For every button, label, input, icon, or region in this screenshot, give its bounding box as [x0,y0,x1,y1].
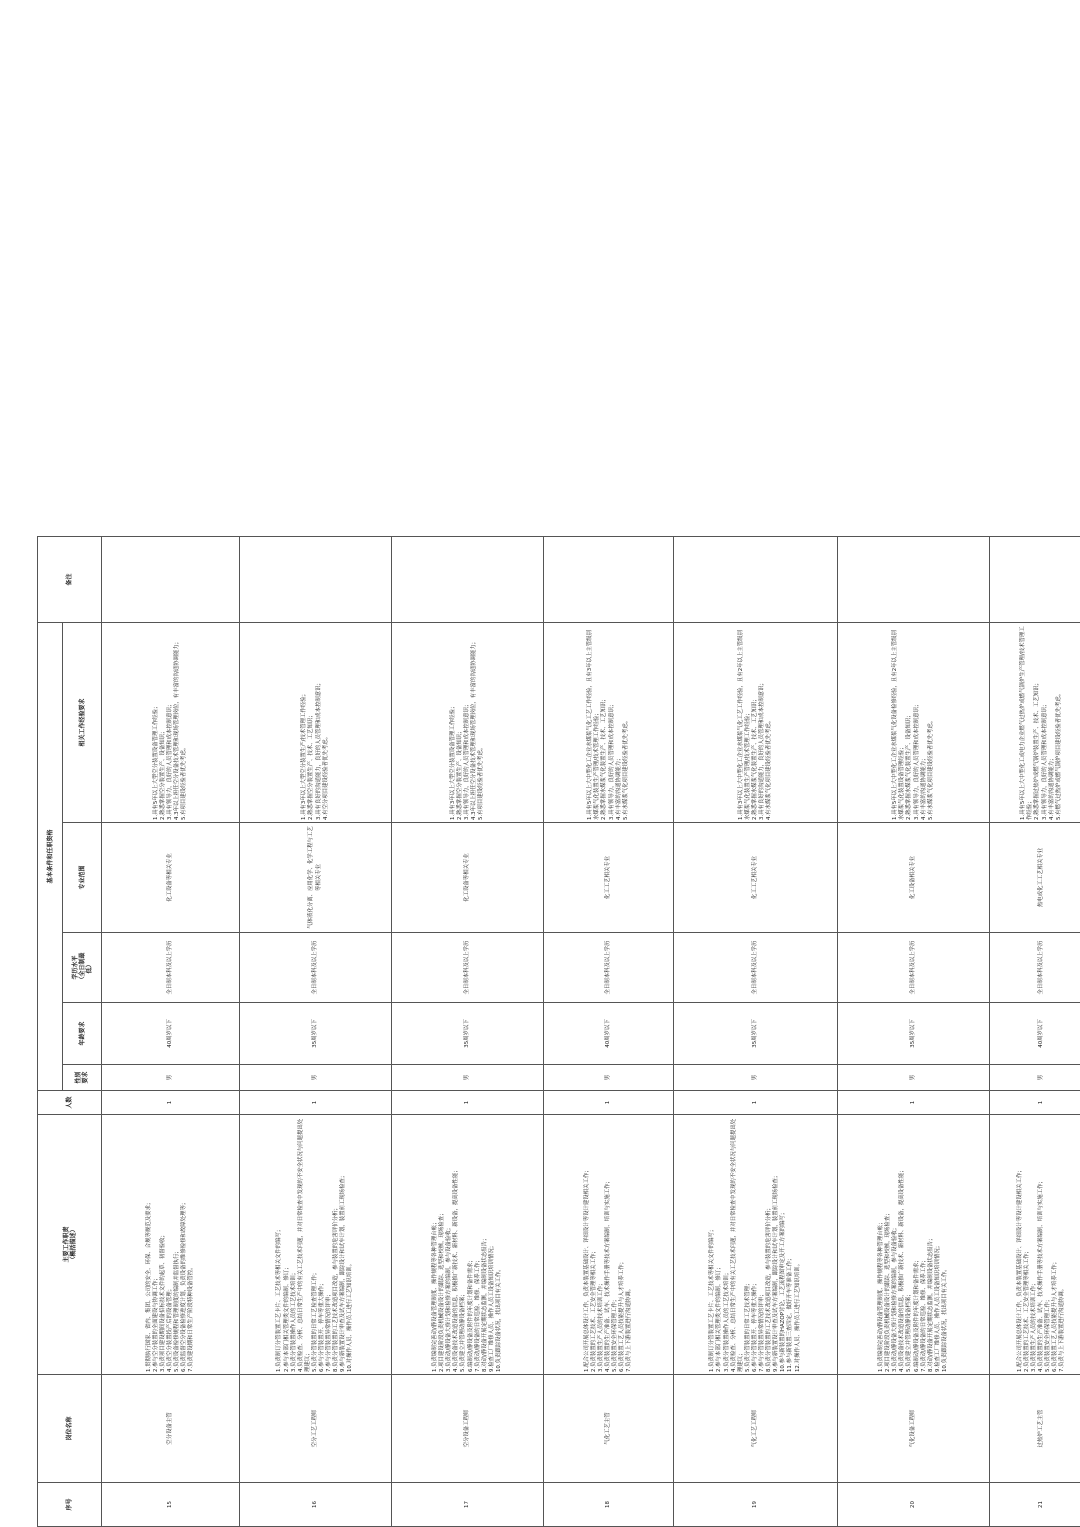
cell-duties-line: 1.负责编制完善动/静设备管理制度、操作规程等各种管理台帐； [878,1219,885,1372]
cell-duties-line: 7.负责与上下游装置进行沟通协调。 [1059,1285,1066,1372]
cell-experience-line: 1.具有3年以上大中型化工企业水煤浆气化工艺工作经验，且有2年以上主管级别水煤浆气化装置生产管理/技术管理工作经验； [737,630,751,820]
cell-position: 空分设备主管 [102,1375,240,1483]
cell-remark [102,536,240,622]
cell-duties-line: 2.参与空分装置的全面建设与协调工作； [152,1275,159,1372]
cell-major: 化工工艺相关专业 [674,823,838,933]
header-gender: 性别 要求 [63,1065,102,1091]
cell-experience-line: 5.有燃气过热炉或燃气锅炉项目建设经验者优先考虑。 [1055,690,1062,820]
cell-duties-line: 5.负责建立并管理动静设备档案； [906,1291,913,1372]
cell-education: 全日制本科及以上学历 [392,933,544,1003]
cell-experience-line: 2.熟悉掌握水煤浆气化装置生产、技术、工艺知识； [751,696,758,820]
cell-age: 35周岁以下 [674,1003,838,1065]
cell-experience-line: 1.具有5年以上大型空分装置设备管理工作经验； [152,703,159,820]
table-row [240,536,392,1526]
header-remark: 备注 [38,536,102,622]
cell-seq: 20 [838,1483,990,1527]
cell-experience [240,622,392,822]
cell-seq: 15 [102,1483,240,1527]
cell-duties-line: 3.负责分管装置操作人员的工艺技术培训； [290,1269,297,1372]
cell-experience-line: 3.具有领导力，良好的人员管理和成本控制意识； [608,701,615,820]
cell-duties-line: 3.负责项目建设期间设备招标技术文件的起草、初督验收； [159,1232,166,1372]
cell-experience-line: 3.具有领导力，良好的人员管理和成本控制意识； [913,701,920,820]
cell-duties-line: 10.对操作人员、操作员工进行工艺知识培训。 [347,1261,354,1372]
cell-count: 1 [838,1091,990,1115]
cell-duties-line: 4.负责设备技术改造设备的信息，积极推广新技术、新材料、新设备，提高设备性能； [453,1167,460,1372]
cell-duties-line: 5.负责分管装置的日常工艺检查管理工作； [311,1269,318,1372]
cell-duties-line: 4.负责装置的生产准备、试车、技术操作手册等技术方案编制、培训与实施工作； [1037,1178,1044,1372]
cell-seq: 17 [392,1483,544,1527]
cell-duties-line: 2.负责装置的工艺技术、工艺安全管理等相关工作； [1023,1248,1030,1372]
cell-duties-line: 1.贯彻执行国家、省内、集团、公司的安全、环保、合规等规范及要求； [145,1199,152,1372]
cell-age: 35周岁以下 [392,1003,544,1065]
cell-duties-line: 6.参与分管装置开、停车等重大操作； [319,1280,326,1372]
table-row [838,536,990,1526]
cell-duties [240,1115,392,1375]
cell-gender: 男 [674,1065,838,1091]
cell-experience-line: 1.具有3年以上大型空分装置设备管理工作经验； [449,703,456,820]
cell-remark [544,536,674,622]
cell-experience-line: 4.3年以上担任空分设备技术管理和现场管理岗位，有丰富的沟通协调能力； [174,638,181,820]
cell-education: 全日制本科及以上学历 [990,933,1080,1003]
cell-duties-line: 1.负责制订分管装置工艺卡片、工艺技术等相关文件的编写； [709,1226,716,1372]
cell-duties-line: 1.负责编制完善动/静设备管理制度、操作规程等各种管理台帐； [432,1219,439,1372]
cell-duties-line: 7.负责动/静设备的日常巡检、维修、保养工作； [474,1257,481,1372]
cell-experience-line: 2.熟悉掌握过热炉或燃气锅炉装置生产、技术、工艺知识； [1034,680,1041,820]
cell-duties-line: 7.参与分管装置异常情况的评审； [326,1291,333,1372]
cell-count: 1 [240,1091,392,1115]
cell-experience-line: 1.具有5年以上大中型化工或电力企业燃气过热炉或燃气锅炉生产管理/技术管理工作经验； [1020,626,1034,820]
cell-duties-line: 5.负责建立并管理动静设备档案； [460,1291,467,1372]
cell-duties-line: 4.负责检查、分析、总结日常生产中的有关工艺技术问题，并对日常检查中发现的不安全状况与问题提出处理建议； [730,1118,744,1372]
cell-duties-line: 8.负责分管装置的工艺技术改造项目改造，参与装置的危害评价分析； [333,1205,340,1372]
cell-experience-line: 4.有丰富的沟通协调能力； [920,755,927,820]
cell-duties-line: 2.负责装置的工艺技术、工艺安全管理等相关工作； [590,1248,597,1372]
cell-duties-line: 7.负责建设期和日常生产阶段特种设备管控。 [188,1264,195,1372]
cell-duties-line: 1.配合公司开展总体设计工作，负责本装置基础设计、详细设计等设计建设相关工作； [1016,1167,1023,1372]
cell-duties-line: 8.对动/静设备开展定期状态监测，并编制设备状态报告； [481,1235,488,1372]
cell-duties-line: 9.参与新装置设计审查及试车方案编制，跟踪设计和试车计划，装置前工现场检查； [773,1172,780,1372]
cell-remark [392,536,544,622]
cell-experience-line: 3.具有良好的沟通能力，良好的人员管理和成本控制意识； [759,680,766,820]
cell-seq: 16 [240,1483,392,1527]
cell-education: 全日制本科及以上学历 [102,933,240,1003]
cell-experience [838,622,990,822]
cell-duties-line: 3.负责装置生产人员的技术培训工作； [597,1280,604,1372]
header-duties: 主要工作职责 （概括描述） [38,1115,102,1375]
cell-experience [392,622,544,822]
cell-education: 全日制本科及以上学历 [240,933,392,1003]
cell-duties-line: 6.负责监督空分设备检修进度计划，负责设备的维修检修和故障处理等； [181,1199,188,1372]
cell-duties-line: 6.编制动/静设备及附件的年度计划和备件需求； [467,1257,474,1372]
header-position: 岗位名称 [38,1375,102,1483]
cell-age: 40周岁以下 [102,1003,240,1065]
cell-experience-line: 4.有丰富的沟通协调能力； [615,755,622,820]
cell-duties-line: 9.参与新装置设计审查及试车方案编制，跟踪设计和试车计划，装置前工现场检查； [340,1172,347,1372]
cell-major: 热电或化工工艺相关专业 [990,823,1080,933]
cell-experience-line: 5.有项目建设经验者优先考虑。 [478,744,485,820]
cell-education: 全日制本科及以上学历 [838,933,990,1003]
cell-duties-line: 1.负责制订分管装置工艺卡片、工艺技术等相关文件的编写； [276,1226,283,1372]
cell-duties [544,1115,674,1375]
cell-seq: 18 [544,1483,674,1527]
header-major: 专业范围 [63,823,102,933]
cell-gender: 男 [544,1065,674,1091]
cell-duties-line: 12.对操作人员、操作员工进行工艺知识培训。 [794,1261,801,1372]
cell-experience [544,622,674,822]
cell-duties-line: 9.检查工厂维修人员、操作人员工设备知识培训情况； [934,1242,941,1372]
cell-position: 过热炉工艺主管 [990,1375,1080,1483]
cell-duties [674,1115,838,1375]
cell-experience-line: 2.熟悉掌握空分装置生产、技术、工艺知识； [308,712,315,820]
cell-position: 气化工艺主管 [544,1375,674,1483]
cell-experience-line: 5.有项目建设经验者优先考虑。 [181,744,188,820]
cell-seq: 21 [990,1483,1080,1527]
cell-duties-line: 9.检查工厂维修人员、操作人员工设备知识培训情况； [488,1242,495,1372]
cell-gender: 男 [102,1065,240,1091]
cell-duties-line: 2.参与本部门相关管理类文件的编制、修订； [283,1264,290,1372]
cell-gender: 男 [838,1065,990,1091]
cell-experience-line: 4.有丰富的沟通协调能力； [1048,755,1055,820]
cell-experience [102,622,240,822]
cell-duties [990,1115,1080,1375]
cell-gender: 男 [392,1065,544,1091]
cell-experience-line: 3.具有良好的沟通能力，良好的人员管理和成本控制意识； [315,680,322,820]
header-seq: 序号 [38,1483,102,1527]
cell-duties [838,1115,990,1375]
cell-duties [102,1115,240,1375]
header-age: 年龄要求 [63,1003,102,1065]
cell-experience [674,622,838,822]
cell-remark [240,536,392,622]
cell-duties-line: 7.负责与上下游装置进行沟通协调。 [626,1285,633,1372]
cell-duties-line: 2.项目建设阶段负责机械设备设计的跟踪、选型和校核，现场检查； [439,1210,446,1372]
cell-duties-line: 4.负责设备技术改造设备的信息，积极推广新技术、新材料、新设备，提高设备性能； [899,1167,906,1372]
cell-experience-line: 4.有空分项目建设经验者优先考虑。 [322,733,329,820]
cell-major: 化工工艺相关专业 [544,823,674,933]
table-row [990,536,1080,1526]
cell-duties-line: 5.负责设备检修规程和管理制度的编制并监督执行； [174,1248,181,1372]
cell-experience-line: 2.熟悉掌握水煤浆气化装置生产、技术、工艺知识； [601,696,608,820]
cell-position: 空分设备工程师 [392,1375,544,1483]
cell-seq: 19 [674,1483,838,1527]
cell-age: 35周岁以下 [240,1003,392,1065]
cell-education: 全日制本科及以上学历 [544,933,674,1003]
cell-duties-line: 1.配合公司开展总体设计工作，负责本装置基础设计、详细设计等设计建设相关工作； [583,1167,590,1372]
cell-duties-line: 8.对动/静设备开展定期状态监测，并编制设备状态报告； [927,1235,934,1372]
cell-count: 1 [544,1091,674,1115]
cell-experience-line: 1.具有3年以上大型空分装置生产/技术管理工作经验； [301,691,308,820]
table-row [544,536,674,1526]
header-basic-conditions: 基本条件和任职资格 [38,622,63,1090]
cell-duties-line: 3.负责动/静设备大修计划和检修方案的编制，参与设备验收； [446,1224,453,1372]
cell-duties-line: 3.负责动/静设备大修计划和检修方案的编制，参与设备验收； [892,1224,899,1372]
cell-duties-line: 8.负责分管装置的工艺技术改造项目改造，参与装置的危害评价分析； [766,1205,773,1372]
cell-duties-line: 4.负责空分装置投产后的设备管理； [166,1285,173,1372]
cell-count: 1 [102,1091,240,1115]
cell-remark [674,536,838,622]
cell-duties-line: 6.负责装置工艺人员技能提升与人才培养工作； [619,1259,626,1372]
cell-duties-line: 10.参与新装置的HAZOP讨论，工艺流程图审定及开工方案的编写； [780,1209,787,1372]
cell-duties-line: 4.负责装置的生产准备、试车、技术操作手册等技术方案编制、培训与实施工作； [604,1178,611,1372]
cell-experience-line: 3.具有领导力，良好的人员管理和成本控制意识； [1041,701,1048,820]
cell-duties-line: 10.负责跟踪设备状况，找出项目有关工作。 [495,1266,502,1372]
cell-duties-line: 10.负责跟踪设备状况，找出项目有关工作。 [941,1266,948,1372]
cell-major: 化工设备等相关专业 [102,823,240,933]
header-education: 学历水平 （全日制最 低） [63,933,102,1003]
cell-major: 化工设备等相关专业 [392,823,544,933]
cell-duties-line: 3.负责装置生产人员的技术培训工作； [1030,1280,1037,1372]
cell-gender: 男 [990,1065,1080,1091]
cell-position: 气化工艺工程师 [674,1375,838,1483]
cell-duties-line: 5.负责装置安全环保管理工作； [1045,1296,1052,1372]
table-body [102,536,1080,1526]
header-count: 人数 [38,1091,102,1115]
cell-gender: 男 [240,1065,392,1091]
cell-experience-line: 2.熟悉掌握空分装置生产、设备知识； [159,728,166,820]
cell-experience-line: 2.熟悉掌握空分装置生产、设备知识； [456,728,463,820]
table-row [674,536,838,1526]
cell-duties [392,1115,544,1375]
cell-duties-line: 4.负责检查、分析、总结日常生产中的有关工艺技术问题，并对日常检查中发现的不安全状况与问题提出处理建议； [297,1118,311,1372]
cell-experience-line: 3.具有领导力，良好的人员管理和成本控制意识； [463,701,470,820]
cell-experience-line: 1.具有5年以上大中型化工企业水煤浆气化设备检修经验，且有2年以上主管级别水煤浆气化装置设备管理经验； [892,630,906,820]
table-row [392,536,544,1526]
cell-duties-line: 6.参与分管装置开、停车等重大操作； [751,1280,758,1372]
cell-duties-line: 5.负责分管装置的日常工艺技术管理； [744,1280,751,1372]
recruitment-table [37,536,1080,1527]
cell-remark [990,536,1080,622]
cell-education: 全日制本科及以上学历 [674,933,838,1003]
table-row [102,536,240,1526]
cell-age: 35周岁以下 [838,1003,990,1065]
cell-age: 40周岁以下 [544,1003,674,1065]
cell-experience-line: 3.具有领导力，良好的人员管理和成本控制意识； [166,701,173,820]
cell-count: 1 [392,1091,544,1115]
cell-experience-line: 4.3年以上担任空分设备技术管理和现场管理岗位，有丰富的沟通协调能力； [471,638,478,820]
cell-age: 40周岁以下 [990,1003,1080,1065]
cell-duties-line: 5.负责装置安全环保管理工作； [612,1296,619,1372]
cell-experience-line: 4.有水煤浆气化项目建设经验者优先考虑。 [766,717,773,820]
cell-duties-line: 3.负责分管装置操作人员的工艺技术培训； [723,1269,730,1372]
cell-duties-line: 7.负责动/静设备的日常巡检、维修、保养工作； [920,1257,927,1372]
cell-position: 空分工艺工程师 [240,1375,392,1483]
cell-duties-line: 6.负责装置工艺人员技能提升与人才培养工作； [1052,1259,1059,1372]
cell-count: 1 [990,1091,1080,1115]
cell-experience-line: 5.有水煤浆气化项目建设经验者优先考虑。 [927,717,934,820]
rotated-table-page [37,537,1080,1527]
cell-experience-line: 2.熟悉掌握水煤浆气化装置生产、设备知识； [906,712,913,820]
cell-duties-line: 7.参与分管装置异常情况的评审； [759,1291,766,1372]
cell-position: 气化设备工程师 [838,1375,990,1483]
cell-duties-line: 11.参与新装置三查四定，做好开车等准备工作； [787,1255,794,1372]
cell-major: 气体液化分离、应用化学、化学工程与工艺等相关专业 [240,823,392,933]
cell-remark [838,536,990,622]
cell-duties-line: 2.参与本部门相关管理类文件的编制、修订； [716,1264,723,1372]
cell-count: 1 [674,1091,838,1115]
cell-experience-line: 1.具有5年以上大中型化工企业水煤浆气化工艺工作经验，且有3年以上主管级别水煤浆气化装置生产管理/技术管理工作经验； [587,630,601,820]
cell-experience [990,622,1080,822]
header-experience: 相关工作经验要求 [63,622,102,822]
cell-experience-line: 5.有水煤浆气化项目建设经验者优先考虑。 [622,717,629,820]
cell-major: 化工设备相关专业 [838,823,990,933]
cell-duties-line: 6.编制动/静设备及附件的年度计划和备件需求； [913,1257,920,1372]
cell-duties-line: 2.项目建设阶段负责机械设备设计的跟踪、选型和校核，现场检查； [885,1210,892,1372]
